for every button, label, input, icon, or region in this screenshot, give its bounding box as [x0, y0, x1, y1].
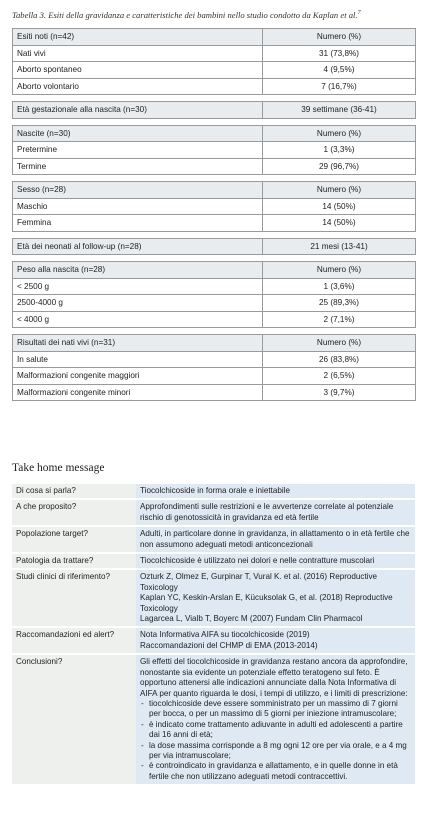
take-home-row: [12, 628, 415, 653]
spacer-cell: [13, 231, 416, 238]
row-label: Malformazioni congenite maggiori: [13, 368, 263, 385]
row-value: 29 (96,7%): [263, 158, 416, 175]
take-home-answer: [136, 628, 415, 653]
row-value: Numero (%): [263, 125, 416, 142]
take-home-answer: [136, 570, 415, 626]
table-section-header: [13, 262, 416, 279]
row-label: Peso alla nascita (n=28): [13, 262, 263, 279]
row-value: 39 settimane (36-41): [263, 102, 416, 119]
take-home-row: [12, 500, 415, 525]
table-spacer: [13, 328, 416, 335]
take-home-table: [12, 482, 415, 786]
answer-line: Ozturk Z, Olmez E, Gurpinar T, Vural K. et al. (2016) Reproductive Toxicology: [140, 572, 378, 592]
row-value: Numero (%): [263, 29, 416, 46]
table-row: [13, 295, 416, 312]
take-home-question: Conclusioni?: [12, 655, 136, 784]
list-item: - è indicato come trattamento adiuvante in adulti ed adolescenti a partire dai 16 anni di età;: [149, 720, 411, 741]
list-item: - tiocolchicoside deve essere somministrato per un massimo di 7 giorni per bocca, o per un massimo di 5 giorni per iniezione intramuscolare;: [149, 699, 411, 720]
answer-line: Raccomandazioni del CHMP di EMA (2013-2014): [140, 640, 318, 650]
table-section-header: [13, 29, 416, 46]
answer-line: Tiocolchicoside in forma orale e iniettabile: [140, 486, 290, 495]
take-home-question: Raccomandazioni ed alert?: [12, 628, 136, 653]
table-row: [13, 45, 416, 62]
take-home-answer: [136, 655, 415, 784]
pregnancy-outcomes-body: [13, 29, 416, 401]
table-spacer: [13, 231, 416, 238]
table-spacer: [13, 255, 416, 262]
row-label: Età gestazionale alla nascita (n=30): [13, 102, 263, 119]
row-label: Sesso (n=28): [13, 182, 263, 199]
answer-line: Approfondimenti sulle restrizioni e le avvertenze correlate al potenziale rischio di genotossicità in gravidanza ed età fertile: [140, 502, 394, 522]
table-section-header: [13, 238, 416, 255]
row-label: Malformazioni congenite minori: [13, 384, 263, 401]
row-value: 1 (3,3%): [263, 142, 416, 159]
take-home-question: Patologia da trattare?: [12, 554, 136, 568]
row-label: Femmina: [13, 215, 263, 232]
table-section-header: [13, 182, 416, 199]
row-label: Età dei neonati al follow-up (n=28): [13, 238, 263, 255]
row-label: Termine: [13, 158, 263, 175]
table-section-header: [13, 335, 416, 352]
table-row: [13, 351, 416, 368]
table-row: [13, 62, 416, 79]
take-home-answer: [136, 527, 415, 552]
table-caption: [12, 10, 422, 20]
answer-line: Lagarcea L, Vialb T, Boyerc M (2007) Fundam Clin Pharmacol: [140, 614, 363, 624]
spacer-cell: [13, 175, 416, 182]
take-home-row: [12, 527, 415, 552]
pregnancy-outcomes-table: [12, 28, 416, 401]
row-label: < 2500 g: [13, 278, 263, 295]
row-value: 2 (7,1%): [263, 311, 416, 328]
row-value: 14 (50%): [263, 198, 416, 215]
table-row: [13, 368, 416, 385]
row-value: 3 (9,7%): [263, 384, 416, 401]
table-spacer: [13, 175, 416, 182]
table-row: [13, 384, 416, 401]
row-value: 4 (9,5%): [263, 62, 416, 79]
table-section-header: [13, 102, 416, 119]
row-value: Numero (%): [263, 335, 416, 352]
row-label: 2500-4000 g: [13, 295, 263, 312]
row-value: 2 (6,5%): [263, 368, 416, 385]
row-value: Numero (%): [263, 182, 416, 199]
caption-reference: 7: [357, 10, 361, 17]
list-item: - la dose massima corrisponde a 8 mg ogni 12 ore per via orale, e a 4 mg per via intramuscolare;: [149, 741, 411, 762]
take-home-question: Studi clinici di riferimento?: [12, 570, 136, 626]
row-label: Aborto spontaneo: [13, 62, 263, 79]
row-value: 25 (89,3%): [263, 295, 416, 312]
take-home-question: Popolazione target?: [12, 527, 136, 552]
row-label: Nascite (n=30): [13, 125, 263, 142]
spacer-cell: [13, 118, 416, 125]
answer-line: Nota Informativa AIFA su tiocolchicoside (2019): [140, 630, 310, 640]
take-home-title: Take home message: [12, 462, 105, 474]
take-home-body: [12, 484, 415, 784]
table-row: [13, 278, 416, 295]
table-row: [13, 198, 416, 215]
answer-line: Tiocolchicoside è utilizzato nei dolori e nelle contratture muscolari: [140, 556, 375, 566]
row-value: 26 (83,8%): [263, 351, 416, 368]
answer-line: Adulti, in particolare donne in gravidanza, in allattamento o in età fertile che non assumono adeguati metodi anticoncezionali: [140, 529, 410, 549]
table-row: [13, 78, 416, 95]
spacer-cell: [13, 255, 416, 262]
row-value: 31 (73,8%): [263, 45, 416, 62]
row-label: Maschio: [13, 198, 263, 215]
spacer-cell: [13, 95, 416, 102]
table-row: [13, 158, 416, 175]
spacer-cell: [13, 328, 416, 335]
row-value: 1 (3,6%): [263, 278, 416, 295]
take-home-question: Di cosa si parla?: [12, 484, 136, 498]
row-value: 7 (16,7%): [263, 78, 416, 95]
take-home-row: [12, 554, 415, 568]
table-row: [13, 142, 416, 159]
take-home-row: [12, 570, 415, 626]
take-home-answer: [136, 554, 415, 568]
row-value: 14 (50%): [263, 215, 416, 232]
answer-line: Gli effetti del tiocolchicoside in gravidanza restano ancora da approfondire, nonostante sia evidente un potenziale effetto teratogeno sul feto. È opportuno attenersi alle indicazioni annunciate dalla Nota Informativa di AIFA per quanto riguarda le dosi, i tempi di utilizzo, e i limiti di prescrizione:: [140, 657, 408, 698]
row-value: Numero (%): [263, 262, 416, 279]
table-row: [13, 215, 416, 232]
table-section-header: [13, 125, 416, 142]
table-spacer: [13, 95, 416, 102]
prescription-limits-list: [140, 699, 411, 782]
table-row: [13, 311, 416, 328]
row-label: < 4000 g: [13, 311, 263, 328]
row-label: Esiti noti (n=42): [13, 29, 263, 46]
row-label: Nati vivi: [13, 45, 263, 62]
take-home-question: A che proposito?: [12, 500, 136, 525]
take-home-row: [12, 655, 415, 784]
row-label: Aborto volontario: [13, 78, 263, 95]
take-home-row: [12, 484, 415, 498]
list-item: - è controindicato in gravidanza e allattamento, e in quelle donne in età fertile che non utilizzano adeguati metodi contraccettivi.: [149, 761, 411, 782]
row-label: Risultati dei nati vivi (n=31): [13, 335, 263, 352]
table-spacer: [13, 118, 416, 125]
row-label: In salute: [13, 351, 263, 368]
take-home-answer: [136, 500, 415, 525]
take-home-answer: [136, 484, 415, 498]
caption-text: Tabella 3. Esiti della gravidanza e caratteristiche dei bambini nello studio condotto da Kaplan et al.: [12, 10, 358, 20]
row-label: Pretermine: [13, 142, 263, 159]
row-value: 21 mesi (13-41): [263, 238, 416, 255]
answer-line: Kaplan YC, Keskin-Arslan E, Kücuksolak G, et al. (2018) Reproductive Toxicology: [140, 593, 393, 613]
